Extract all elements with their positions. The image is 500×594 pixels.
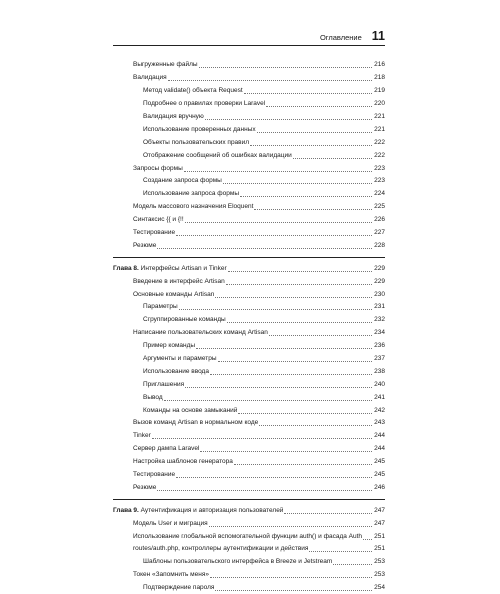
leader-dots <box>209 526 372 527</box>
chapter-title: Интерфейсы Artisan и Tinker <box>138 264 227 272</box>
toc-entry-title: Резюме <box>133 240 157 252</box>
leader-dots <box>185 387 372 388</box>
toc-page-number: 247 <box>372 518 385 530</box>
toc-entry <box>113 122 385 135</box>
toc-page-number: 243 <box>372 417 385 429</box>
leader-dots <box>309 551 372 552</box>
toc-entry-title: Основные команды Artisan <box>133 289 215 301</box>
leader-dots <box>184 171 372 172</box>
toc-chapter-heading <box>113 257 385 274</box>
toc-chapter-entries <box>113 516 385 593</box>
chapter-title: Аутентификация и авторизация пользователей <box>138 506 284 514</box>
toc-entry-title: Сервер дампа Laravel <box>133 443 200 455</box>
toc-page-number: 218 <box>372 72 385 84</box>
toc-page-number: 223 <box>372 163 385 175</box>
table-of-contents <box>113 58 385 594</box>
toc-entry <box>113 300 385 313</box>
toc-entry <box>113 58 385 71</box>
toc-entry-title: Подтверждение пароля <box>143 582 215 594</box>
toc-entry-title: Вызов команд Artisan в нормальном коде <box>133 417 259 429</box>
leader-dots <box>244 93 372 94</box>
toc-entry-title: Модель User и миграция <box>133 518 209 530</box>
leader-dots <box>266 106 372 107</box>
toc-entry <box>113 226 385 239</box>
toc-page-number: 244 <box>372 430 385 442</box>
toc-entry-title: Подробнее о правилах проверки Laravel <box>143 98 266 110</box>
toc-entry <box>113 135 385 148</box>
header-title: Оглавление <box>319 33 362 42</box>
toc-page-number: 240 <box>372 379 385 391</box>
toc-entry <box>113 481 385 494</box>
toc-page-number: 232 <box>372 314 385 326</box>
toc-entry-title: Использование глобальной вспомогательной функции auth() и фасада Auth <box>133 531 363 543</box>
leader-dots <box>238 413 372 414</box>
chapter-label: Глава 8. <box>113 264 139 272</box>
toc-page-number: 247 <box>372 505 385 517</box>
toc-page-number: 223 <box>372 175 385 187</box>
leader-dots <box>215 590 372 591</box>
header-rule <box>113 45 385 46</box>
toc-entry-title: Написание пользовательских команд Artisan <box>133 327 269 339</box>
leader-dots <box>227 322 372 323</box>
leader-dots <box>210 374 372 375</box>
toc-entry-title: Введение в интерфейс Artisan <box>133 276 226 288</box>
toc-entry <box>113 390 385 403</box>
toc-page-number: 253 <box>372 556 385 568</box>
toc-entry <box>113 213 385 226</box>
toc-page-number: 238 <box>372 366 385 378</box>
toc-page-number: 234 <box>372 327 385 339</box>
toc-entry-title: Объекты пользовательских правил <box>143 137 250 149</box>
toc-page-number: 224 <box>372 188 385 200</box>
leader-dots <box>257 132 372 133</box>
toc-page-number: 227 <box>372 227 385 239</box>
toc-page-number: 216 <box>372 59 385 71</box>
toc-page-number: 237 <box>372 353 385 365</box>
toc-page-number: 244 <box>372 443 385 455</box>
toc-entry <box>113 364 385 377</box>
toc-entry <box>113 442 385 455</box>
toc-entry-title: Синтаксис {{ и {!! <box>133 214 185 226</box>
chapter-label: Глава 9. <box>113 506 139 514</box>
leader-dots <box>293 158 372 159</box>
toc-page-number: 229 <box>372 263 385 275</box>
toc-page-number: 242 <box>372 405 385 417</box>
leader-dots <box>259 425 372 426</box>
toc-entry-title: Использование проверенных данных <box>143 124 257 136</box>
toc-page-number: 245 <box>372 456 385 468</box>
leader-dots <box>179 309 372 310</box>
toc-entry <box>113 97 385 110</box>
toc-entry <box>113 161 385 174</box>
leader-dots <box>210 577 372 578</box>
toc-entry-title: Настройка шаблонов генератора <box>133 456 234 468</box>
toc-entry <box>113 581 385 594</box>
toc-page-number: 222 <box>372 150 385 162</box>
leader-dots <box>226 284 372 285</box>
toc-entry <box>113 187 385 200</box>
toc-entry <box>113 326 385 339</box>
toc-page-number: 251 <box>372 543 385 555</box>
toc-entry <box>113 339 385 352</box>
toc-entry-title: Приглашения <box>143 379 185 391</box>
toc-chapter-heading <box>113 499 385 516</box>
toc-entry <box>113 274 385 287</box>
leader-dots <box>176 235 372 236</box>
toc-entry-title: Tinker <box>133 430 152 442</box>
toc-entry <box>113 110 385 123</box>
toc-chapter-entries <box>113 274 385 493</box>
leader-dots <box>228 271 372 272</box>
toc-page-number: 231 <box>372 301 385 313</box>
toc-page-number: 241 <box>372 392 385 404</box>
leader-dots <box>269 335 372 336</box>
leader-dots <box>157 490 372 491</box>
toc-entry-title: Резюме <box>133 482 157 494</box>
toc-page-number: 225 <box>372 201 385 213</box>
leader-dots <box>196 348 372 349</box>
toc-entry <box>113 174 385 187</box>
leader-dots <box>284 513 372 514</box>
toc-page-number: 228 <box>372 240 385 252</box>
toc-page-number: 230 <box>372 289 385 301</box>
toc-entry-title: Токен «Запомнить меня» <box>133 569 210 581</box>
toc-entry-title: Запросы формы <box>133 163 184 175</box>
toc-entry <box>113 416 385 429</box>
toc-page-number: 226 <box>372 214 385 226</box>
toc-entry-title: Отображение сообщений об ошибках валидации <box>143 150 293 162</box>
toc-entry <box>113 352 385 365</box>
leader-dots <box>218 361 372 362</box>
toc-page-number: 219 <box>372 85 385 97</box>
toc-entry <box>113 71 385 84</box>
toc-entry-title: Сгруппированные команды <box>143 314 227 326</box>
toc-entry-title: Пример команды <box>143 340 196 352</box>
toc-page-number: 229 <box>372 276 385 288</box>
toc-entry-title: Создание запроса формы <box>143 175 223 187</box>
toc-entry <box>113 148 385 161</box>
leader-dots <box>185 222 372 223</box>
leader-dots <box>199 67 372 68</box>
leader-dots <box>240 196 372 197</box>
toc-section-continued <box>113 58 385 251</box>
toc-entry <box>113 377 385 390</box>
toc-entry <box>113 238 385 251</box>
toc-entry-title: Вывод <box>143 392 164 404</box>
leader-dots <box>215 297 372 298</box>
toc-entry <box>113 529 385 542</box>
toc-page-number: 251 <box>372 531 385 543</box>
leader-dots <box>254 209 372 210</box>
leader-dots <box>223 183 372 184</box>
leader-dots <box>164 400 372 401</box>
toc-page-number: 253 <box>372 569 385 581</box>
toc-entry <box>113 468 385 481</box>
leader-dots <box>168 80 372 81</box>
leader-dots <box>333 564 372 565</box>
leader-dots <box>200 451 372 452</box>
toc-entry <box>113 516 385 529</box>
toc-page-number: 245 <box>372 469 385 481</box>
leader-dots <box>234 464 372 465</box>
toc-entry-title: Тестирование <box>133 469 176 481</box>
toc-entry <box>113 455 385 468</box>
toc-entry-title: Команды на основе замыканий <box>143 405 238 417</box>
toc-page-number: 220 <box>372 98 385 110</box>
leader-dots <box>176 477 372 478</box>
toc-page-number: 246 <box>372 482 385 494</box>
toc-entry-title: Валидация <box>133 72 168 84</box>
page-number: 11 <box>371 29 385 43</box>
toc-entry <box>113 84 385 97</box>
toc-entry-title: Параметры <box>143 301 179 313</box>
toc-entry <box>113 287 385 300</box>
toc-entry-title: Выгруженные файлы <box>133 59 199 71</box>
toc-entry-title: Использование ввода <box>143 366 210 378</box>
leader-dots <box>205 119 372 120</box>
leader-dots <box>363 539 372 540</box>
toc-entry <box>113 555 385 568</box>
toc-page-number: 221 <box>372 111 385 123</box>
toc-entry-title: Шаблоны пользовательского интерфейса в Breeze и Jetstream <box>143 556 333 568</box>
toc-entry <box>113 429 385 442</box>
toc-page-number: 221 <box>372 124 385 136</box>
toc-page-number: 236 <box>372 340 385 352</box>
leader-dots <box>152 438 372 439</box>
toc-entry-title: Метод validate() объекта Request <box>143 85 244 97</box>
leader-dots <box>250 145 372 146</box>
toc-page-number: 222 <box>372 137 385 149</box>
toc-entry-title: Валидация вручную <box>143 111 205 123</box>
running-header <box>113 27 385 43</box>
toc-entry-title: Модель массового назначения Eloquent <box>133 201 254 213</box>
toc-entry-title: Аргументы и параметры <box>143 353 218 365</box>
toc-entry-title: Тестирование <box>133 227 176 239</box>
toc-entry-title: routes/auth.php, контроллеры аутентификации и действия <box>133 543 309 555</box>
toc-entry <box>113 200 385 213</box>
toc-entry <box>113 403 385 416</box>
toc-entry <box>113 568 385 581</box>
toc-entry-title: Использование запроса формы <box>143 188 240 200</box>
leader-dots <box>157 248 372 249</box>
toc-entry <box>113 542 385 555</box>
toc-entry <box>113 313 385 326</box>
toc-page-number: 254 <box>372 582 385 594</box>
